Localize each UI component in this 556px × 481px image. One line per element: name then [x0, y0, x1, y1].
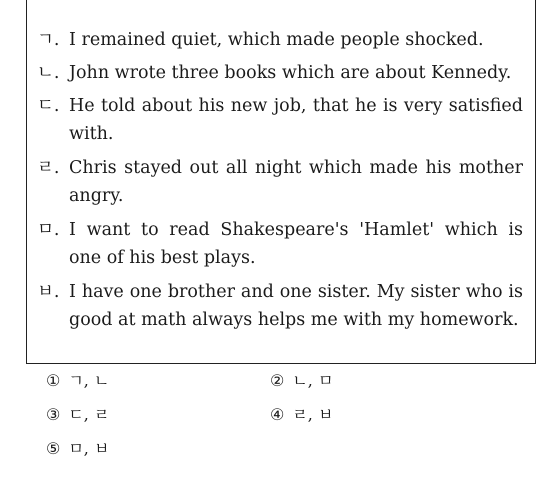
- answer-choice-5[interactable]: [46, 436, 109, 462]
- choice-label: ㄱ, ㄴ: [68, 371, 110, 390]
- statement-text: John wrote three books which are about Kennedy.: [69, 63, 512, 83]
- statement-marker: ㄷ.: [37, 96, 60, 116]
- statement-text: He told about his new job, that he is very satisfied with.: [69, 96, 523, 144]
- statement-item: [37, 154, 523, 210]
- choice-number: ③: [46, 405, 61, 424]
- statement-item: [37, 92, 523, 148]
- answer-choice-4[interactable]: [270, 402, 333, 428]
- choice-label: ㅁ, ㅂ: [68, 439, 110, 458]
- choice-label: ㄴ, ㅁ: [292, 371, 334, 390]
- choice-number: ②: [270, 371, 285, 390]
- answer-choice-2[interactable]: [270, 368, 333, 394]
- choice-number: ①: [46, 371, 61, 390]
- statement-text: I have one brother and one sister. My sister who is good at math always helps me with my homework.: [69, 282, 523, 330]
- answer-choice-3[interactable]: [46, 402, 109, 428]
- statement-item: [37, 26, 523, 54]
- choice-number: ⑤: [46, 439, 61, 458]
- statement-item: [37, 59, 523, 87]
- statement-marker: ㄹ.: [37, 158, 60, 178]
- statement-marker: ㄴ.: [37, 63, 60, 83]
- statement-text: I remained quiet, which made people shocked.: [69, 30, 484, 50]
- statement-marker: ㅂ.: [37, 282, 60, 302]
- statement-box: [26, 0, 536, 364]
- answer-choice-1[interactable]: [46, 368, 109, 394]
- choice-number: ④: [270, 405, 285, 424]
- statement-text: Chris stayed out all night which made his mother angry.: [69, 158, 523, 206]
- statement-item: [37, 216, 523, 272]
- statement-marker: ㄱ.: [37, 30, 60, 50]
- statement-marker: ㅁ.: [37, 220, 60, 240]
- statement-item: [37, 278, 523, 334]
- choice-label: ㄷ, ㄹ: [68, 405, 110, 424]
- choice-label: ㄹ, ㅂ: [292, 405, 334, 424]
- statement-text: I want to read Shakespeare's 'Hamlet' which is one of his best plays.: [69, 220, 523, 268]
